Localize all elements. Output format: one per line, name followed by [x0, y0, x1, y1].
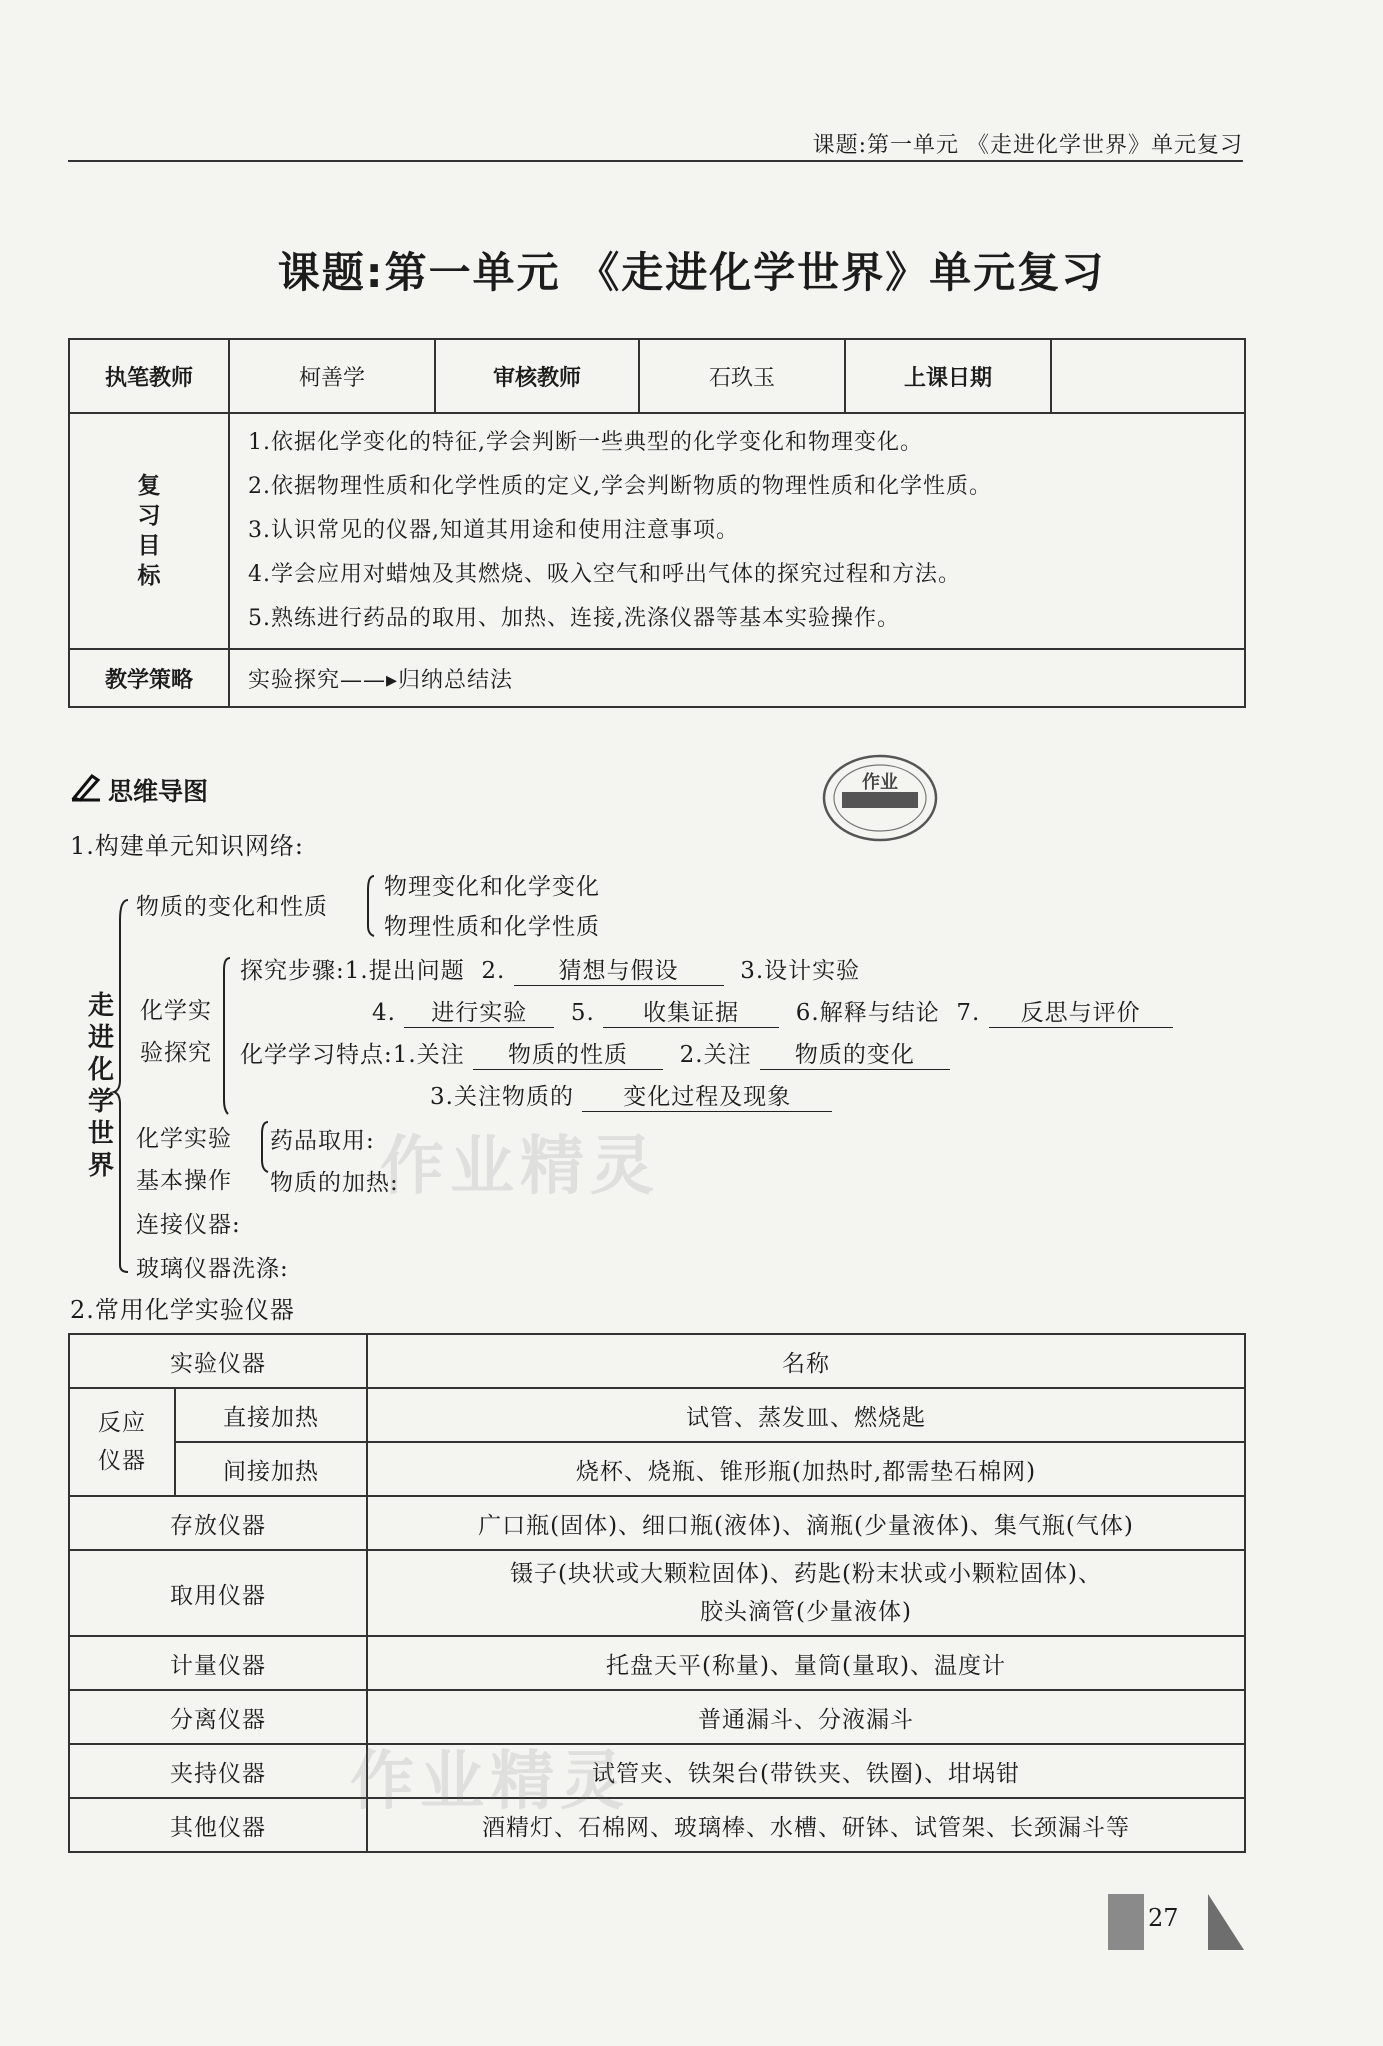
- homework-stamp: [820, 752, 940, 844]
- section-title: 思维导图: [108, 777, 209, 806]
- instruments-table: [68, 1333, 1246, 1853]
- names-cell: 广口瓶(固体)、细口瓶(液体)、滴瓶(少量液体)、集气瓶(气体): [367, 1496, 1245, 1550]
- steps-row-2: [372, 994, 1173, 1028]
- page-number: 27: [1148, 1904, 1179, 1932]
- features-row: [240, 1036, 950, 1070]
- mind-map-root: 走进化学世界: [88, 991, 115, 1181]
- category-cell: 直接加热: [175, 1388, 367, 1442]
- running-header: 课题:第一单元 《走进化学世界》单元复习: [812, 133, 1243, 158]
- names-cell: [367, 1550, 1245, 1636]
- branch-ops-line2: 基本操作: [136, 1168, 232, 1194]
- pencil-icon: [70, 772, 104, 802]
- branch-change: 物质的变化和性质: [136, 894, 328, 920]
- goal-item: 5.熟练进行药品的取用、加热、连接,洗涤仪器等基本实验操作。: [248, 606, 900, 631]
- step-answer: 猜想与假设: [514, 952, 724, 986]
- strategy-label: 教学策略: [69, 649, 229, 707]
- category-cell: 分离仪器: [69, 1690, 367, 1744]
- branch-inquiry-line2: 验探究: [140, 1040, 212, 1066]
- date-value: [1051, 339, 1245, 413]
- page-title: 课题:第一单元 《走进化学世界》单元复习: [277, 248, 1106, 297]
- features-row-3: [430, 1078, 832, 1112]
- feature-prefix: 3.关注物质的: [430, 1084, 574, 1110]
- react-label: 反应仪器: [69, 1388, 175, 1496]
- branch-wash: 玻璃仪器洗涤:: [136, 1256, 289, 1282]
- instruments-subtitle: 2.常用化学实验仪器: [70, 1296, 295, 1324]
- branch-connect: 连接仪器:: [136, 1212, 241, 1238]
- mind-map-subtitle: 1.构建单元知识网络:: [70, 832, 304, 860]
- names-cell: 托盘天平(称量)、量筒(量取)、温度计: [367, 1636, 1245, 1690]
- goal-item: 2.依据物理性质和化学性质的定义,学会判断物质的物理性质和化学性质。: [248, 474, 992, 499]
- change-item: 物理性质和化学性质: [384, 914, 600, 940]
- names-cell: 酒精灯、石棉网、玻璃棒、水槽、研钵、试管架、长颈漏斗等: [367, 1798, 1245, 1852]
- info-table: [68, 338, 1246, 708]
- category-cell: 其他仪器: [69, 1798, 367, 1852]
- author-value: 柯善学: [229, 339, 435, 413]
- step-number: 5.: [570, 1000, 595, 1026]
- names-cell: 普通漏斗、分液漏斗: [367, 1690, 1245, 1744]
- page-corner-block: [1108, 1894, 1144, 1950]
- names-line: 胶头滴管(少量液体): [700, 1599, 912, 1625]
- branch-ops-line1: 化学实验: [136, 1126, 232, 1152]
- category-cell: 间接加热: [175, 1442, 367, 1496]
- reviewer-value: 石玖玉: [639, 339, 845, 413]
- goal-item: 4.学会应用对蜡烛及其燃烧、吸入空气和呼出气体的探究过程和方法。: [248, 562, 961, 587]
- author-label: 执笔教师: [69, 339, 229, 413]
- strategy-value: 实验探究——▸归纳总结法: [229, 649, 1245, 707]
- col-header: 名称: [367, 1334, 1245, 1388]
- step-answer: 进行实验: [404, 994, 554, 1028]
- category-cell: 存放仪器: [69, 1496, 367, 1550]
- names-line: 镊子(块状或大颗粒固体)、药匙(粉末状或小颗粒固体)、: [510, 1561, 1102, 1587]
- step-number: 7.: [956, 1000, 981, 1026]
- page-corner-triangle: [1206, 1892, 1246, 1952]
- names-cell: 试管、蒸发皿、燃烧匙: [367, 1388, 1245, 1442]
- goals-label: 复习目标: [69, 413, 229, 649]
- goal-item: 3.认识常见的仪器,知道其用途和使用注意事项。: [248, 518, 739, 543]
- feature-prefix: 1.关注: [392, 1042, 465, 1068]
- names-cell: 试管夹、铁架台(带铁夹、铁圈)、坩埚钳: [367, 1744, 1245, 1798]
- category-cell: 夹持仪器: [69, 1744, 367, 1798]
- feature-prefix: 2.关注: [679, 1042, 752, 1068]
- step: 6.解释与结论: [795, 1000, 940, 1026]
- features-label: 化学学习特点:: [240, 1042, 393, 1068]
- header-rule: [68, 160, 1243, 162]
- stamp-text: 作业: [862, 772, 898, 793]
- names-cell: 烧杯、烧瓶、锥形瓶(加热时,都需垫石棉网): [367, 1442, 1245, 1496]
- col-header: 实验仪器: [69, 1334, 367, 1388]
- date-label: 上课日期: [845, 339, 1051, 413]
- step: 1.提出问题: [344, 958, 465, 984]
- step-answer: 收集证据: [603, 994, 779, 1028]
- reviewer-label: 审核教师: [435, 339, 639, 413]
- goal-item: 1.依据化学变化的特征,学会判断一些典型的化学变化和物理变化。: [248, 430, 923, 455]
- watermark: 作业精灵: [380, 1130, 660, 1204]
- feature-answer: 物质的变化: [760, 1036, 950, 1070]
- ops-item: 物质的加热:: [270, 1170, 399, 1196]
- ops-item: 药品取用:: [270, 1128, 375, 1154]
- step-answer: 反思与评价: [989, 994, 1173, 1028]
- feature-answer: 物质的性质: [473, 1036, 663, 1070]
- steps-label: 探究步骤:: [240, 958, 345, 984]
- feature-answer: 变化过程及现象: [582, 1078, 832, 1112]
- watermark: 作业精灵: [350, 1745, 630, 1819]
- step-number: 4.: [372, 1000, 396, 1026]
- category-cell: 计量仪器: [69, 1636, 367, 1690]
- category-cell: 取用仪器: [69, 1550, 367, 1636]
- steps-row-1: [240, 952, 860, 986]
- goals-cell: [229, 413, 1245, 649]
- step: 3.设计实验: [740, 958, 861, 984]
- branch-inquiry-line1: 化学实: [140, 998, 212, 1024]
- change-item: 物理变化和化学变化: [384, 874, 600, 900]
- step-number: 2.: [481, 958, 506, 984]
